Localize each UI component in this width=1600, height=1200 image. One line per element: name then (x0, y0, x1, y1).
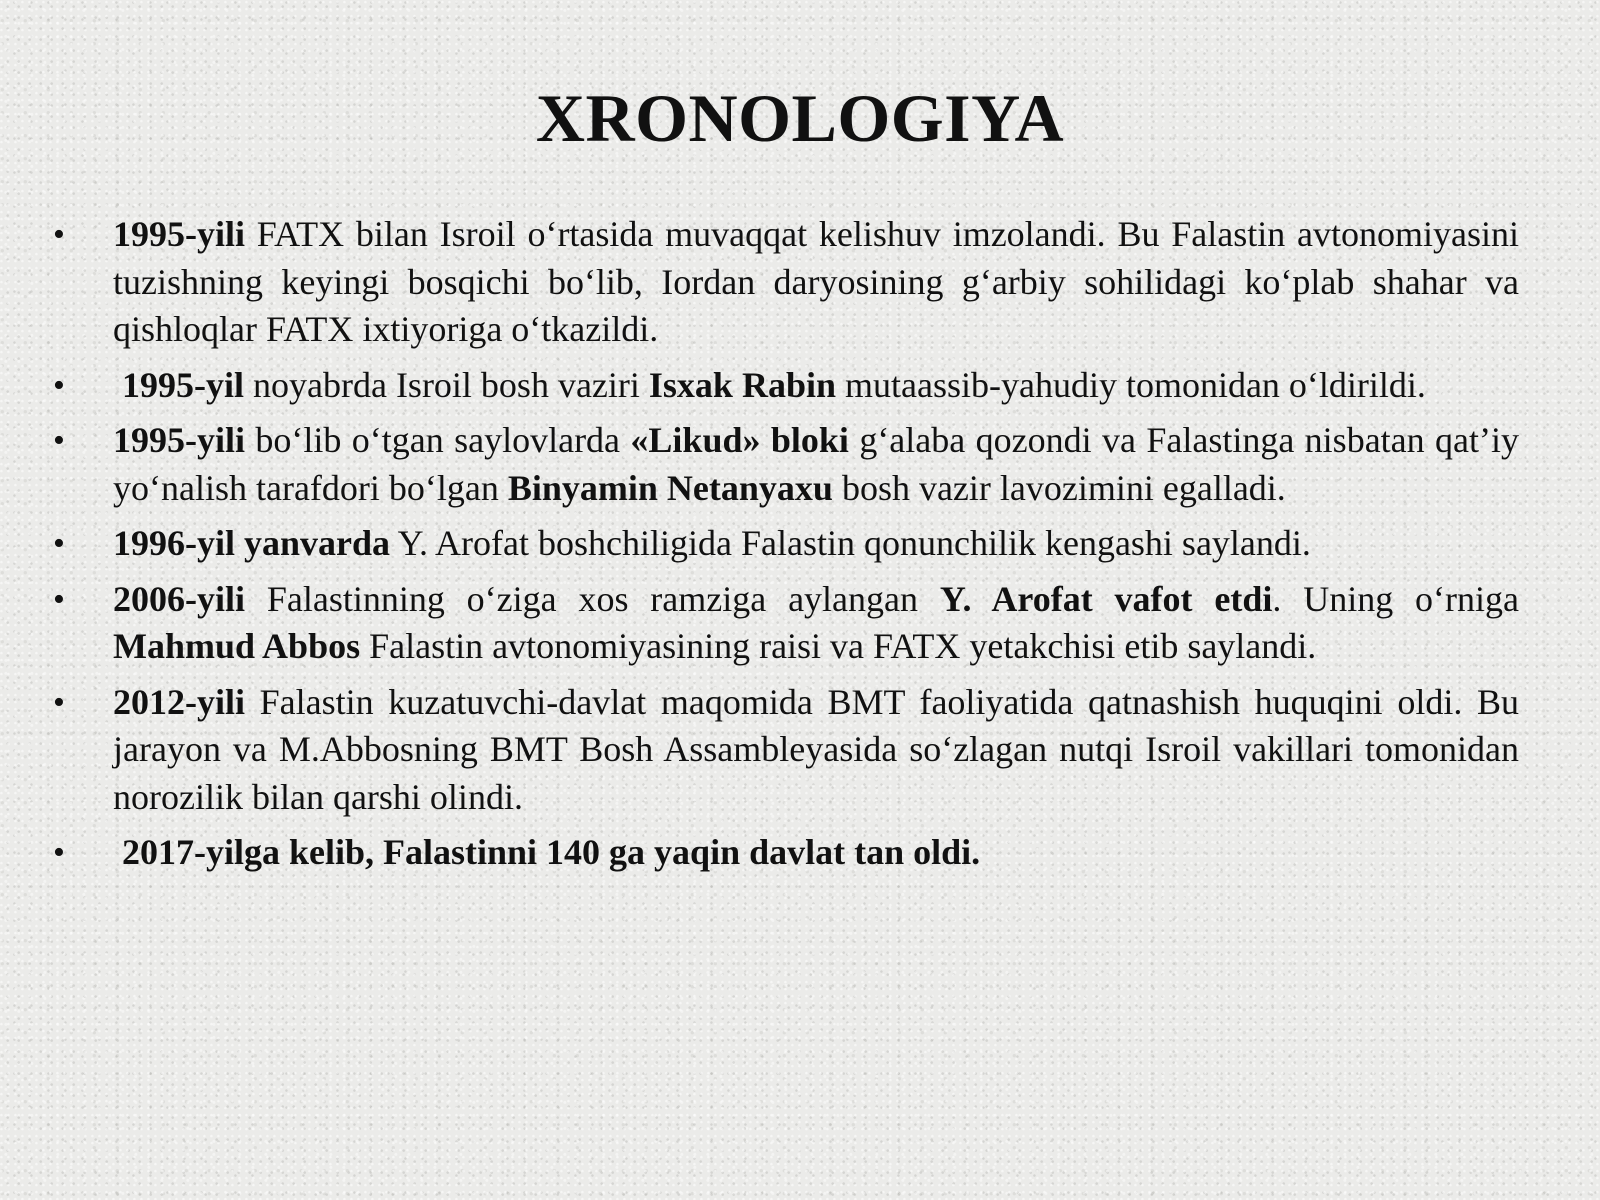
item-year: 1995-yili (113, 214, 245, 254)
bullet-icon: • (53, 834, 65, 871)
item-emphasis: Mahmud Abbos (113, 626, 361, 666)
list-item (53, 576, 1519, 671)
item-emphasis: Isxak Rabin (648, 364, 836, 405)
item-text: Falastinning o‘ziga xos ramziga aylangan (245, 578, 940, 619)
item-text: noyabrda Isroil bosh vaziri (244, 364, 649, 405)
bullet-icon: • (53, 216, 65, 253)
item-text: g‘alaba qozondi va Falastinga nisbatan qat’iy yo‘nalish tarafdori bo‘lgan (113, 420, 1520, 508)
item-year: 1995-yili (113, 420, 245, 460)
item-text: bo‘lib o‘tgan saylovlarda (245, 420, 631, 460)
list-item (53, 679, 1519, 822)
item-text: . Uning o‘rniga (1272, 578, 1519, 619)
item-year: 2012-yili (113, 681, 245, 722)
bullet-icon: • (53, 422, 65, 459)
item-text: FATX bilan Isroil o‘rtasida muvaqqat kelishuv imzolandi. Bu Falastin avtonomiyasini tuzishning keyingi bosqichi bo‘lib, Iordan daryosining g‘arbiy sohilidagi ko‘plab shahar va qishloqlar FATX ixtiyoriga o‘tkazildi. (113, 214, 1519, 349)
bullet-icon: • (53, 683, 65, 721)
slide-title: XRONOLOGIYA (535, 80, 1065, 156)
bullet-icon: • (53, 580, 65, 618)
item-year: 1995-yil (113, 364, 244, 405)
timeline-list (53, 211, 1520, 885)
item-year: 1996-yil yanvarda (113, 523, 391, 563)
item-text: mutaassib-yahudiy tomonidan o‘ldirildi. (836, 364, 1426, 405)
item-text: bosh vazir lavozimini egalladi. (832, 467, 1286, 508)
list-item (53, 417, 1520, 512)
item-text: Falastin avtonomiyasining raisi va FATX yetakchisi etib saylandi. (360, 626, 1317, 666)
item-year: 2006-yili (113, 578, 245, 619)
item-text-bold: 2017-yilga kelib, Falastinni 140 ga yaqin davlat tan oldi. (113, 832, 981, 872)
bullet-icon: • (53, 366, 65, 404)
list-item (53, 520, 1519, 568)
item-emphasis: Y. Arofat vafot etdi (939, 578, 1273, 619)
list-item (53, 829, 1519, 877)
item-text: Y. Arofat boshchiligida Falastin qonunchilik kengashi saylandi. (390, 523, 1311, 563)
list-item (53, 211, 1519, 354)
item-emphasis: Binyamin Netanyaxu (507, 467, 833, 508)
list-item (53, 362, 1519, 410)
item-emphasis: «Likud» bloki (630, 420, 849, 460)
item-text: Falastin kuzatuvchi-davlat maqomida BMT faoliyatida qatnashish huquqini oldi. Bu jarayon va M.Abbosning BMT Bosh Assambleyasida so‘zlagan nutqi Isroil vakillari tomonidan norozilik bilan qarshi olindi. (113, 681, 1519, 817)
bullet-icon: • (53, 525, 65, 562)
